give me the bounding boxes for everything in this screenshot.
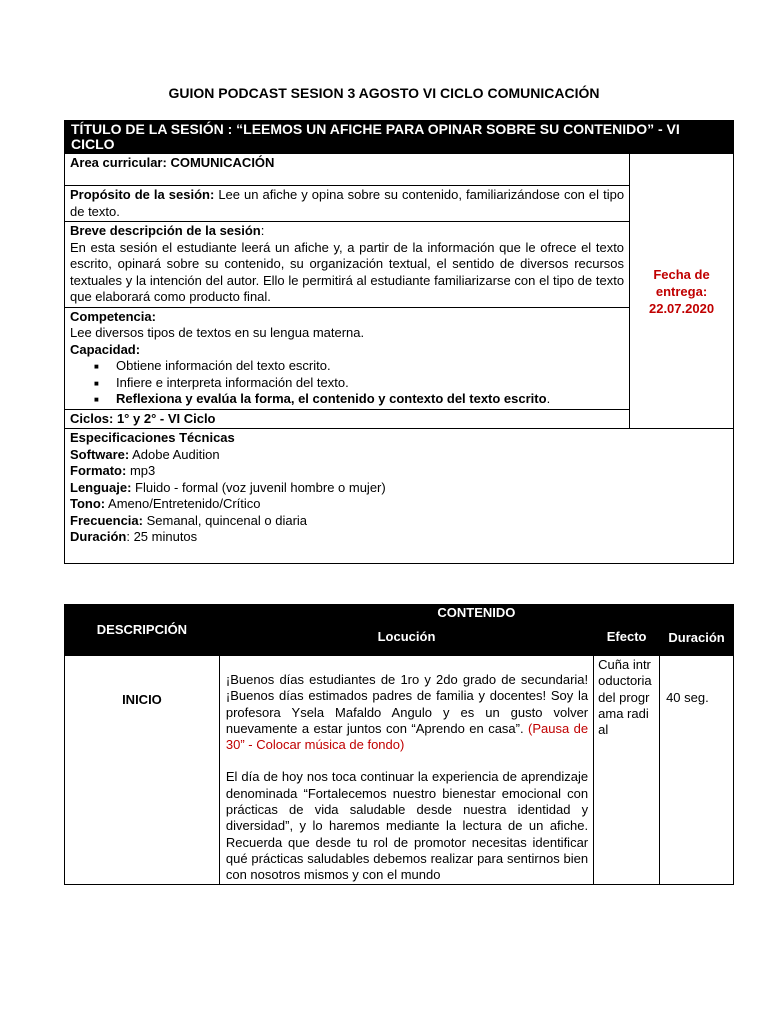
delivery-date: 22.07.2020	[648, 300, 715, 316]
effect-header: Efecto	[594, 620, 660, 656]
locution-paragraph-1: ¡Buenos días estudiantes de 1ro y 2do grado de secundaria! ¡Buenos días estimados padres de familia y docentes! Soy la profesora Ysela Mafaldo Angulo y es un gusto volver nuevamente a estar juntos con “Aprendo en casa”.	[225, 672, 589, 736]
delivery-label: Fecha de entrega:	[653, 266, 710, 299]
spec-value: Semanal, quincenal o diaria	[142, 512, 308, 528]
area-label: Area curricular:	[70, 155, 167, 170]
brief-colon: :	[260, 223, 265, 238]
spec-label: Frecuencia:	[70, 512, 143, 528]
duration-cell: 40 seg.	[660, 656, 734, 885]
competence-value: Lee diversos tipos de textos en su lengua materna.	[70, 325, 365, 340]
competence-cell	[65, 307, 630, 409]
capacity-item: ■ Obtiene información del texto escrito.	[116, 358, 624, 375]
area-cell	[65, 154, 630, 186]
spec-value: : 25 minutos	[126, 529, 198, 544]
delivery-date-cell	[630, 154, 734, 429]
spec-value: Adobe Audition	[129, 446, 220, 462]
locution-cell	[219, 656, 593, 885]
effect-cell: Cuña introductoria del programa radial	[594, 656, 660, 885]
spec-value: mp3	[126, 463, 156, 478]
specs-title: Especificaciones Técnicas	[70, 430, 235, 445]
technical-specs-cell	[65, 429, 734, 564]
document-title: GUION PODCAST SESION 3 AGOSTO VI CICLO COMUNICACIÓN	[168, 85, 600, 101]
content-header: CONTENIDO	[219, 605, 733, 620]
spec-label: Formato:	[70, 463, 127, 478]
purpose-value: Lee un afiche y opina sobre su contenido, familiarizándose con el tipo de texto.	[70, 187, 625, 219]
capacity-item	[116, 391, 624, 408]
spec-label: Tono:	[70, 496, 106, 511]
area-value: COMUNICACIÓN	[166, 155, 275, 170]
description-header: DESCRIPCIÓN	[65, 605, 220, 656]
session-table	[64, 120, 734, 564]
spec-label: Lenguaje:	[70, 479, 132, 495]
capacity-bold-end: .	[546, 391, 551, 406]
capacity-item: ■ Infiere e interpreta información del texto.	[116, 375, 624, 392]
capacity-label: Capacidad:	[70, 341, 141, 357]
brief-description-cell	[65, 222, 630, 308]
duration-header: Duración	[660, 620, 734, 656]
locution-pause-note: (Pausa de 30” - Colocar música de fondo)	[225, 720, 589, 753]
locution-paragraph-2: El día de hoy nos toca continuar la experiencia de aprendizaje denominada “Fortalecemos nuestro bienestar emocional con prácticas de vida saludable desde nuestra identidad y diversidad”, y lo haremos mediante la lectura de un afiche. Recuerda que desde tu rol de promotor necesitas identificar qué prácticas saludables debemos realizar para sentirnos bien con nosotros mismos y con el mundo	[225, 769, 589, 883]
purpose-cell	[65, 186, 630, 222]
purpose-label: Propósito de la sesión:	[70, 187, 215, 202]
spec-value: Ameno/Entretenido/Crítico	[105, 496, 261, 511]
cycles-cell	[65, 409, 630, 429]
brief-value: En esta sesión el estudiante leerá un afiche y, a partir de la información que le ofrece el texto escrito, opinará sobre su contenido, su organización textual, el sentido de diversos recursos textuales y la intención del autor. Ello le permitirá al estudiante familiarizarse con el tipo de texto que elaborará como producto final.	[70, 239, 625, 304]
spec-value: Fluido - formal (voz juvenil hombre o mujer)	[131, 479, 386, 495]
spec-label: Duración	[70, 529, 127, 544]
brief-label: Breve descripción de la sesión	[70, 223, 261, 238]
session-title-header: TÍTULO DE LA SESIÓN : “LEEMOS UN AFICHE PARA OPINAR SOBRE SU CONTENIDO” - VI CICLO	[65, 121, 734, 154]
row-label-inicio: INICIO	[65, 656, 220, 885]
capacity-list	[70, 358, 624, 408]
spec-label: Software:	[70, 446, 130, 462]
capacity-bold-text: Reflexiona y evalúa la forma, el contenido y contexto del texto escrito	[116, 391, 547, 406]
locution-header: Locución	[219, 620, 593, 656]
competence-label: Competencia:	[70, 308, 156, 324]
cycles-text: Ciclos: 1° y 2° - VI Ciclo	[70, 410, 216, 426]
content-table	[64, 604, 734, 885]
